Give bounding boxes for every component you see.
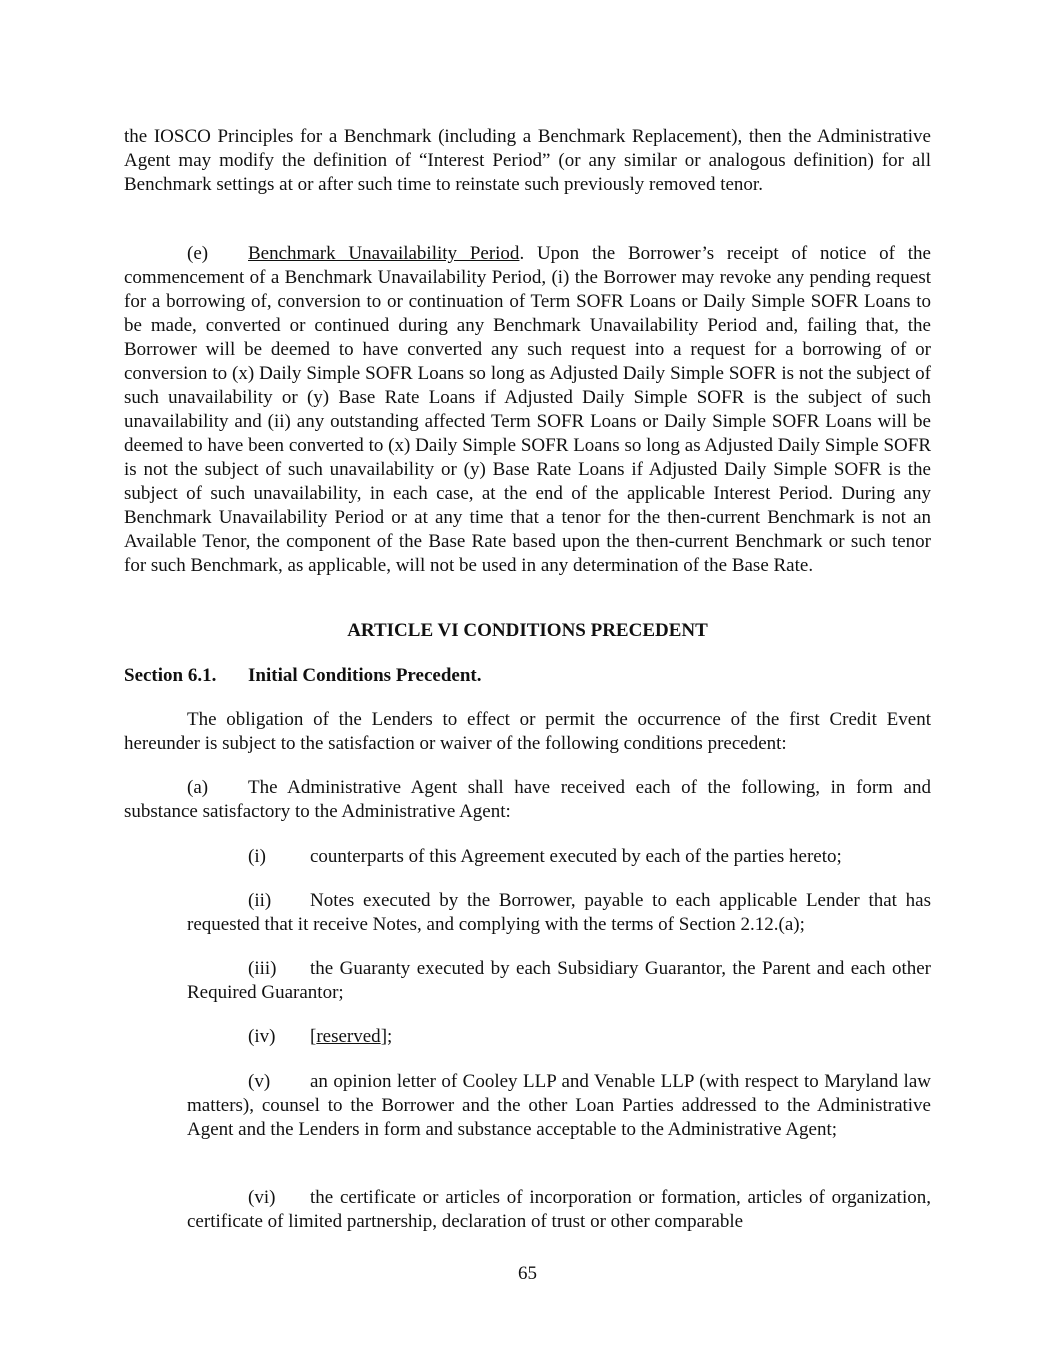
article-heading: ARTICLE VI CONDITIONS PRECEDENT	[347, 620, 708, 641]
paragraph-e-body: . Upon the Borrower’s receipt of notice of the commencement of a Benchmark Unavailability Period, (i) the Borrower may revoke any pending request for a borrowing of, conversion to or continuation of Term SOFR Loans or Daily Simple SOFR Loans to be made, converted or continued during any Benchmark Unavailability Period and, failing that, the Borrower will be deemed to have converted any such request into a request for a borrowing of or conversion to (x) Daily Simple SOFR Loans so long as Adjusted Daily Simple SOFR is not the subject of such unavailability or (y) Base Rate Loans if Adjusted Daily Simple SOFR is the subject of such unavailability and (ii) any outstanding affected Term SOFR Loans or Daily Simple SOFR Loans will be deemed to have been converted to (x) Daily Simple SOFR Loans so long as Adjusted Daily Simple SOFR is not the subject of such unavailability or (y) Base Rate Loans if Adjusted Daily Simple SOFR is the subject of such unavailability, in each case, at the end of the applicable Interest Period. During any Benchmark Unavailability Period or at any time that a tenor for the then-current Benchmark is not an Available Tenor, the component of the Base Rate based upon the then-current Benchmark or such tenor for such Benchmark, as applicable, will not be used in any determination of the Base Rate.	[124, 243, 931, 576]
section-number: Section 6.1.	[124, 665, 217, 686]
list-item-text: an opinion letter of Cooley LLP and Venable LLP (with respect to Maryland law matters), counsel to the Borrower and the other Loan Parties addressed to the Administrative Agent and the Lenders in form and substance acceptable to the Administrative Agent;	[187, 1071, 931, 1140]
paragraph-e-label: (e)	[187, 243, 209, 264]
list-item-iv	[187, 1025, 931, 1049]
paragraph-a-label: (a)	[187, 777, 209, 798]
list-item-text-post: ];	[380, 1026, 393, 1047]
list-item-label: (iv)	[248, 1026, 276, 1047]
list-item-ii	[187, 889, 931, 937]
list-item-text: the Guaranty executed by each Subsidiary Guarantor, the Parent and each other Required Guarantor;	[187, 958, 931, 1003]
paragraph-a-text: The Administrative Agent shall have received each of the following, in form and substance satisfactory to the Administrative Agent:	[124, 777, 931, 822]
list-item-label: (iii)	[248, 958, 277, 979]
list-item-text: the certificate or articles of incorporation or formation, articles of organization, certificate of limited partnership, declaration of trust or other comparable	[187, 1187, 931, 1232]
list-item-i	[187, 845, 931, 869]
section-title: Initial Conditions Precedent.	[248, 665, 482, 686]
list-item-label: (ii)	[248, 890, 272, 911]
list-item-text-reserved: reserved	[316, 1026, 381, 1047]
list-item-iii	[187, 957, 931, 1005]
intro-paragraph: The obligation of the Lenders to effect or permit the occurrence of the first Credit Event hereunder is subject to the satisfaction or waiver of the following conditions precedent:	[124, 709, 931, 754]
list-item-label: (vi)	[248, 1187, 276, 1208]
list-item-label: (i)	[248, 846, 266, 867]
list-item-text: Notes executed by the Borrower, payable to each applicable Lender that has requested that it receive Notes, and complying with the terms of Section 2.12.(a);	[187, 890, 931, 935]
section-heading	[124, 664, 931, 688]
list-item-text: counterparts of this Agreement executed by each of the parties hereto;	[310, 846, 842, 867]
list-item-vi	[187, 1186, 931, 1234]
page-number: 65	[518, 1263, 537, 1284]
list-item-text-pre: [	[310, 1026, 317, 1047]
paragraph-e-heading: Benchmark Unavailability Period	[248, 243, 520, 264]
list-item-v	[187, 1070, 931, 1142]
paragraph-continuation: the IOSCO Principles for a Benchmark (including a Benchmark Replacement), then the Administrative Agent may modify the definition of “Interest Period” (or any similar or analogous definition) for all Benchmark settings at or after such time to reinstate such previously removed tenor.	[124, 126, 931, 195]
list-item-label: (v)	[248, 1071, 271, 1092]
paragraph-e	[124, 242, 931, 578]
paragraph-a	[124, 776, 931, 824]
